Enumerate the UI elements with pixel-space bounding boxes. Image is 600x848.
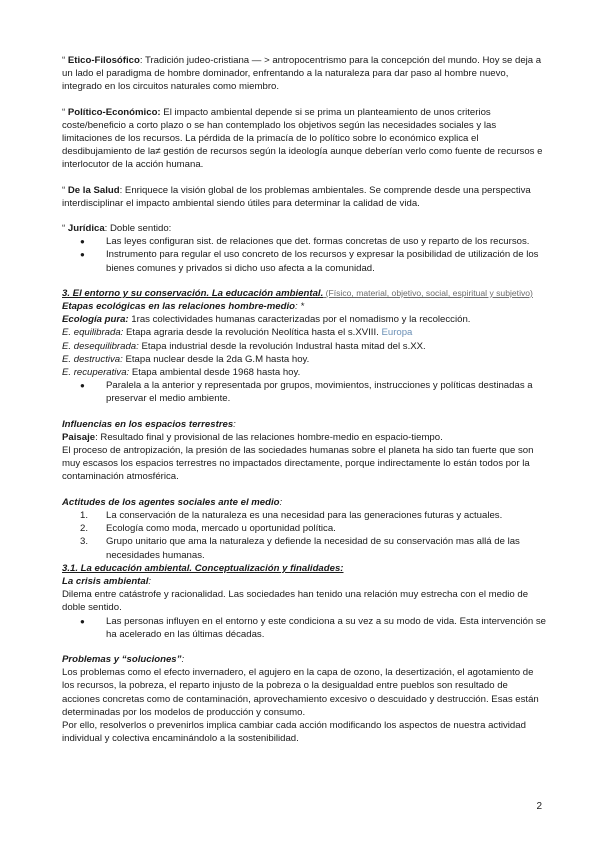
problemas-title: Problemas y “soluciones” bbox=[62, 653, 182, 665]
actitudes-heading bbox=[62, 496, 548, 509]
paisaje-label: Paisaje bbox=[62, 431, 96, 443]
etapa-label: E. desequilibrada: bbox=[62, 340, 139, 352]
section-31-title: 3.1. La educación ambiental. Conceptualización y finalidades: bbox=[62, 562, 344, 574]
etapa-text: 1ras colectividades humanas caracterizadas por el nomadismo y la recolección. bbox=[128, 314, 471, 326]
actitudes-title: Actitudes de los agentes sociales ante el medio bbox=[62, 496, 280, 508]
label-juridica: Jurídica bbox=[67, 223, 105, 235]
paisaje-text: : Resultado final y provisional de las relaciones hombre-medio en espacio-tiempo. bbox=[95, 431, 443, 443]
quote-mark: “ bbox=[62, 106, 68, 118]
list-item: ● Las leyes configuran sist. de relaciones que det. formas concretas de uso y reparto de los recursos. bbox=[80, 235, 548, 248]
crisis-heading bbox=[62, 575, 548, 588]
list-item: ● Instrumento para regular el uso concreto de los recursos y expresar la posibilidad de utilización de los bienes comunes y privados si dicho uso afecta a la comunidad. bbox=[80, 248, 548, 274]
item-text: Ecología como moda, mercado u oportunidad política. bbox=[106, 523, 336, 535]
section-3-note: (Físico, material, objetivo, social, espiritual y subjetivo) bbox=[323, 287, 533, 298]
list-item bbox=[80, 522, 548, 535]
item-text: La conservación de la naturaleza es una necesidad para las generaciones futuras y actuales. bbox=[106, 509, 503, 521]
etapa-row bbox=[62, 326, 548, 339]
label-salud: De la Salud bbox=[67, 184, 120, 196]
etapa-text: Etapa nuclear desde la 2da G.M hasta hoy. bbox=[122, 353, 310, 365]
etapa-text: Etapa agraria desde la revolución Neolítica hasta el s.XVIII. bbox=[123, 327, 382, 339]
list-item bbox=[80, 509, 548, 522]
text-etico: : Tradición judeo-cristiana — > antropocentrismo para la concepción del mundo. Hoy se deja a un lado el paradigma de hombre dominador, enfrentando a la naturaleza para dar paso al hombre nuevo, integrado en los circuitos naturales como miembro. bbox=[62, 55, 542, 93]
etapa-extra: Europa bbox=[381, 327, 413, 339]
crisis-bullets bbox=[62, 615, 548, 641]
juridica-bullets bbox=[62, 235, 548, 275]
section-3-heading bbox=[62, 287, 548, 300]
quote-mark: “ bbox=[62, 55, 68, 66]
problemas-heading bbox=[62, 653, 548, 666]
etapa-text: Etapa ambiental desde 1968 hasta hoy. bbox=[129, 367, 301, 379]
problemas-text-1: Los problemas como el efecto invernadero, el agujero en la capa de ozono, la desertización, el agotamiento de los recursos, la pobreza, el reparto injusto de la pobreza o la desigualdad entre pueblos son resultado de acciones concretas como de contaminación, aprovechamiento excesivo o descuidado y destrucción. Esas están determinadas por los modelos de producción y consumo. bbox=[62, 667, 539, 718]
etapa-label: E. destructiva: bbox=[62, 353, 123, 365]
influencias-suffix: : bbox=[233, 418, 236, 430]
item-number: 3. bbox=[80, 536, 89, 548]
section-3-title: 3. El entorno y su conservación. La educación ambiental. bbox=[62, 287, 324, 299]
actitudes-suffix: : bbox=[279, 496, 283, 508]
etapas-bullets bbox=[62, 379, 548, 405]
etapas-title: Etapas ecológicas en las relaciones hombre-medio bbox=[62, 301, 295, 313]
item-number: 2. bbox=[80, 523, 89, 535]
problemas-suffix: : bbox=[181, 653, 185, 665]
influencias-text: El proceso de antropización, la presión de las sociedades humanas sobre el planeta ha sido tan fuerte que son muy escasos los espacios terrestres no impactados directamente, porque indirectamente lo están todos por la contaminación atmosférica. bbox=[62, 445, 534, 483]
label-etico: Etico-Filosófico bbox=[67, 55, 140, 66]
etapa-row bbox=[62, 313, 548, 326]
etapa-label: Ecología pura: bbox=[62, 314, 129, 326]
actitudes-list bbox=[62, 509, 548, 562]
label-politico: Político-Económico: bbox=[67, 106, 161, 118]
crisis-text: Dilema entre catástrofe y racionalidad. Las sociedades han tenido una relación muy estrecha con el medio de doble sentido. bbox=[62, 589, 529, 614]
problemas-text-2: Por ello, resolverlos o prevenirlos implica cambiar cada acción modificando los aspectos de nuestra actividad individual y colectiva encaminándolo a la sostenibilidad. bbox=[62, 719, 526, 745]
etapa-row bbox=[62, 353, 548, 366]
document-page bbox=[62, 54, 548, 745]
etapa-row bbox=[62, 340, 548, 353]
paragraph-etico bbox=[62, 54, 548, 94]
paragraph-politico bbox=[62, 106, 548, 172]
text-politico: El impacto ambiental depende si se prima un planteamiento de unos criterios coste/beneficio a corto plazo o se han contemplado los objetivos según las necesidades sociales y las limitaciones de los recursos. La pérdida de la primacía de lo político sobre lo económico explica el desdibujamiento de la≠ gestión de recursos según la ideología aunque deberían verlo como fuente de recursos e interlocutor de la acción humana. bbox=[62, 106, 543, 171]
item-text: Grupo unitario que ama la naturaleza y defiende la necesidad de su conservación mas allá de las necesidades humanas. bbox=[106, 536, 520, 561]
section-31-heading bbox=[62, 562, 548, 575]
list-item bbox=[80, 535, 548, 561]
influencias-title: Influencias en los espacios terrestres bbox=[62, 418, 234, 430]
etapa-text: Etapa industrial desde la revolución Industral hasta mitad del s.XX. bbox=[138, 340, 426, 352]
paisaje-row bbox=[62, 431, 548, 444]
list-item: ● Paralela a la anterior y representada por grupos, movimientos, instrucciones y políticas destinadas a preservar el medio ambiente. bbox=[80, 379, 548, 405]
quote-mark: “ bbox=[62, 223, 68, 235]
page-number: 2 bbox=[536, 801, 542, 812]
paragraph-salud bbox=[62, 184, 548, 210]
item-number: 1. bbox=[80, 509, 89, 521]
crisis-suffix: : bbox=[148, 575, 152, 587]
etapas-heading bbox=[62, 300, 548, 313]
quote-mark: “ bbox=[62, 184, 68, 196]
list-item: ● Las personas influyen en el entorno y este condiciona a su vez a su modo de vida. Esta intervención se ha acelerado en las últimas décadas. bbox=[80, 615, 548, 641]
paragraph-juridica bbox=[62, 222, 548, 235]
influencias-heading bbox=[62, 418, 548, 431]
etapa-label: E. equilibrada: bbox=[62, 327, 124, 339]
text-salud: : Enriquece la visión global de los problemas ambientales. Se comprende desde una perspectiva interdisciplinar el impacto ambiental siendo útiles para determinar la calidad de vida. bbox=[62, 184, 531, 209]
text-juridica: : Doble sentido: bbox=[104, 223, 172, 235]
crisis-title: La crisis ambiental bbox=[62, 575, 149, 587]
etapa-label: E. recuperativa: bbox=[62, 367, 130, 379]
etapa-row bbox=[62, 366, 548, 379]
etapas-suffix: : * bbox=[295, 301, 305, 313]
